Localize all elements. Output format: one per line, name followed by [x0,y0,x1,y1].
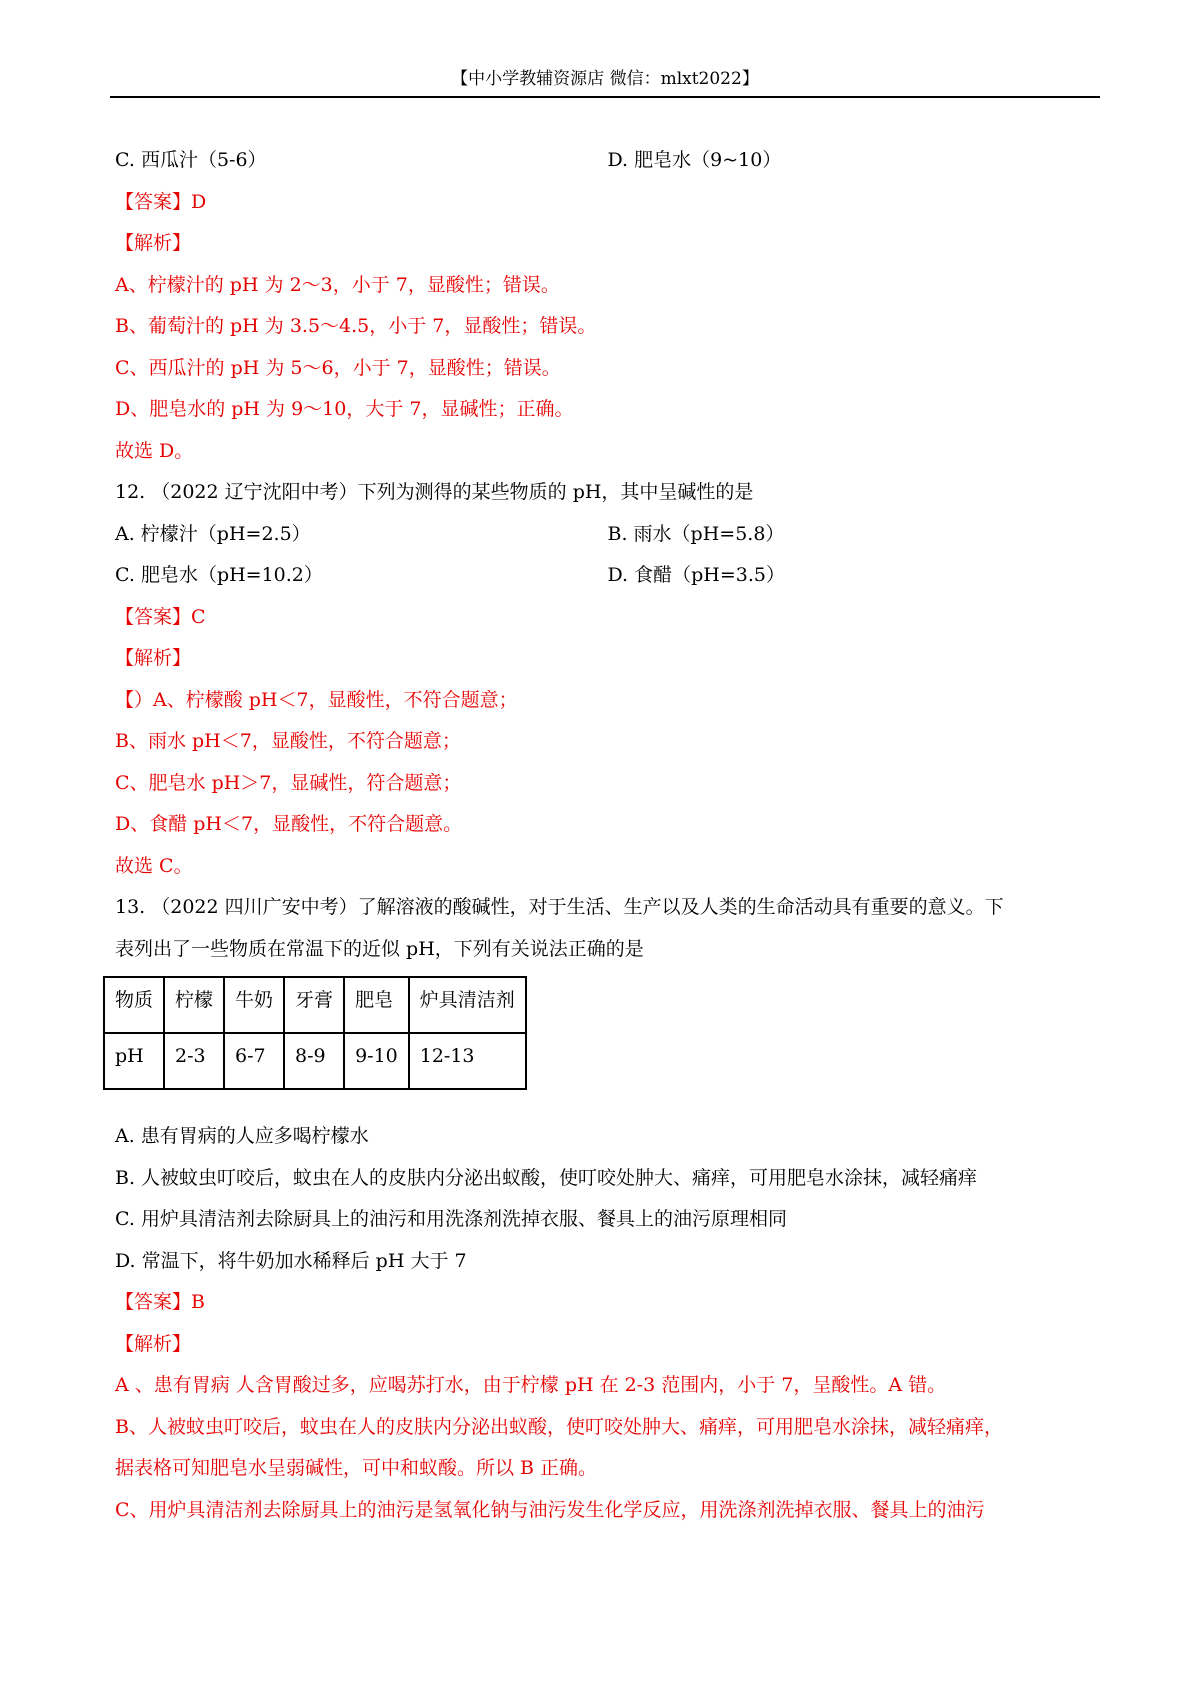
q12-analysis-line: D、食醋 pH＜7，显酸性，不符合题意。 [115,813,463,835]
q12-option-a: A. 柠檬汁（pH=2.5） [115,522,311,545]
q12-options-row [115,555,1100,597]
answer-label: 【答案】 [115,1291,192,1313]
q13-analysis-line: B、人被蚊虫叮咬后，蚊虫在人的皮肤内分泌出蚁酸，使叮咬处肿大、痛痒，可用肥皂水涂抹，减轻痛痒， [115,1415,1003,1438]
ph-table [103,976,527,1090]
q12-analysis-line: 【）A、柠檬酸 pH＜7，显酸性，不符合题意； [115,688,518,711]
q13-stem-cont: 表列出了一些物质在常温下的近似 pH，下列有关说法正确的是 [115,937,644,960]
q12-answer [115,597,1100,639]
q12-analysis-line: 故选 C。 [115,854,193,877]
table-row [104,1033,526,1089]
table-cell: 肥皂 [344,977,409,1033]
table-cell: 12-13 [409,1033,526,1089]
q13-analysis-line: C、用炉具清洁剂去除厨具上的油污是氢氧化钠与油污发生化学反应，用洗涤剂洗掉衣服、餐具上的油污 [115,1498,985,1521]
q13-option-a: A. 患有胃病的人应多喝柠檬水 [115,1125,369,1147]
q11-analysis-label: 【解析】 [115,232,192,254]
q11-analysis-line: A、柠檬汁的 pH 为 2～3，小于 7，显酸性；错误。 [115,273,560,296]
q12-option-b: B. 雨水（pH=5.8） [607,522,785,545]
q11-options-row [115,140,1100,182]
q13-answer [115,1282,1100,1324]
q11-analysis-line: C、西瓜汁的 pH 为 5～6，小于 7，显酸性；错误。 [115,356,561,379]
q11-analysis-line: D、肥皂水的 pH 为 9～10，大于 7，显碱性；正确。 [115,398,574,420]
q12-analysis-label: 【解析】 [115,647,192,669]
table-cell: 9-10 [344,1033,409,1089]
q11-analysis-line: 故选 D。 [115,439,194,462]
answer-value: C [191,605,206,628]
table-cell: 柠檬 [164,977,224,1033]
header-text: 【中小学教辅资源店 微信：mlxt2022】 [451,69,759,89]
q13-option-c: C. 用炉具清洁剂去除厨具上的油污和用洗涤剂洗掉衣服、餐具上的油污原理相同 [115,1208,787,1230]
q13-analysis-line: A 、患有胃病 人含胃酸过多，应喝苏打水，由于柠檬 pH 在 2-3 范围内，小于 7，呈酸性。A 错。 [115,1374,947,1396]
table-cell: 牙膏 [284,977,344,1033]
q12-option-d: D. 食醋（pH=3.5） [607,564,786,586]
q13-option-b: B. 人被蚊虫叮咬后，蚊虫在人的皮肤内分泌出蚁酸，使叮咬处肿大、痛痒，可用肥皂水涂抹，减轻痛痒 [115,1166,978,1189]
table-cell: 6-7 [224,1033,284,1089]
q13-analysis-label: 【解析】 [115,1332,192,1355]
q12-analysis-line: C、肥皂水 pH＞7，显碱性，符合题意； [115,771,462,794]
answer-label: 【答案】 [115,605,192,628]
table-cell: 2-3 [164,1033,224,1089]
q12-analysis-line: B、雨水 pH＜7，显酸性，不符合题意； [115,730,461,752]
table-cell: 炉具清洁剂 [409,977,526,1033]
table-cell: pH [104,1033,164,1089]
q13-analysis-line: 据表格可知肥皂水呈弱碱性，可中和蚁酸。所以 B 正确。 [115,1457,598,1479]
q12-options-row [115,514,1100,556]
q13-stem: 13. （2022 四川广安中考）了解溶液的酸碱性，对于生活、生产以及人类的生命活动具有重要的意义。下 [115,896,1004,918]
table-row [104,977,526,1033]
table-cell: 8-9 [284,1033,344,1089]
q11-analysis-line: B、葡萄汁的 pH 为 3.5～4.5，小于 7，显酸性；错误。 [115,315,597,337]
answer-value: B [191,1291,205,1313]
q11-answer [115,182,1100,224]
table-cell: 牛奶 [224,977,284,1033]
q12-stem: 12. （2022 辽宁沈阳中考）下列为测得的某些物质的 pH，其中呈碱性的是 [115,481,754,503]
answer-value: D [191,190,207,213]
q12-option-c: C. 肥皂水（pH=10.2） [115,564,323,586]
page-header [110,62,1100,98]
document-body [115,140,1100,1531]
q13-option-d: D. 常温下，将牛奶加水稀释后 pH 大于 7 [115,1249,467,1272]
answer-label: 【答案】 [115,190,192,213]
q11-option-d: D. 肥皂水（9~10） [607,149,782,171]
table-cell: 物质 [104,977,164,1033]
q11-option-c: C. 西瓜汁（5-6） [115,149,267,171]
